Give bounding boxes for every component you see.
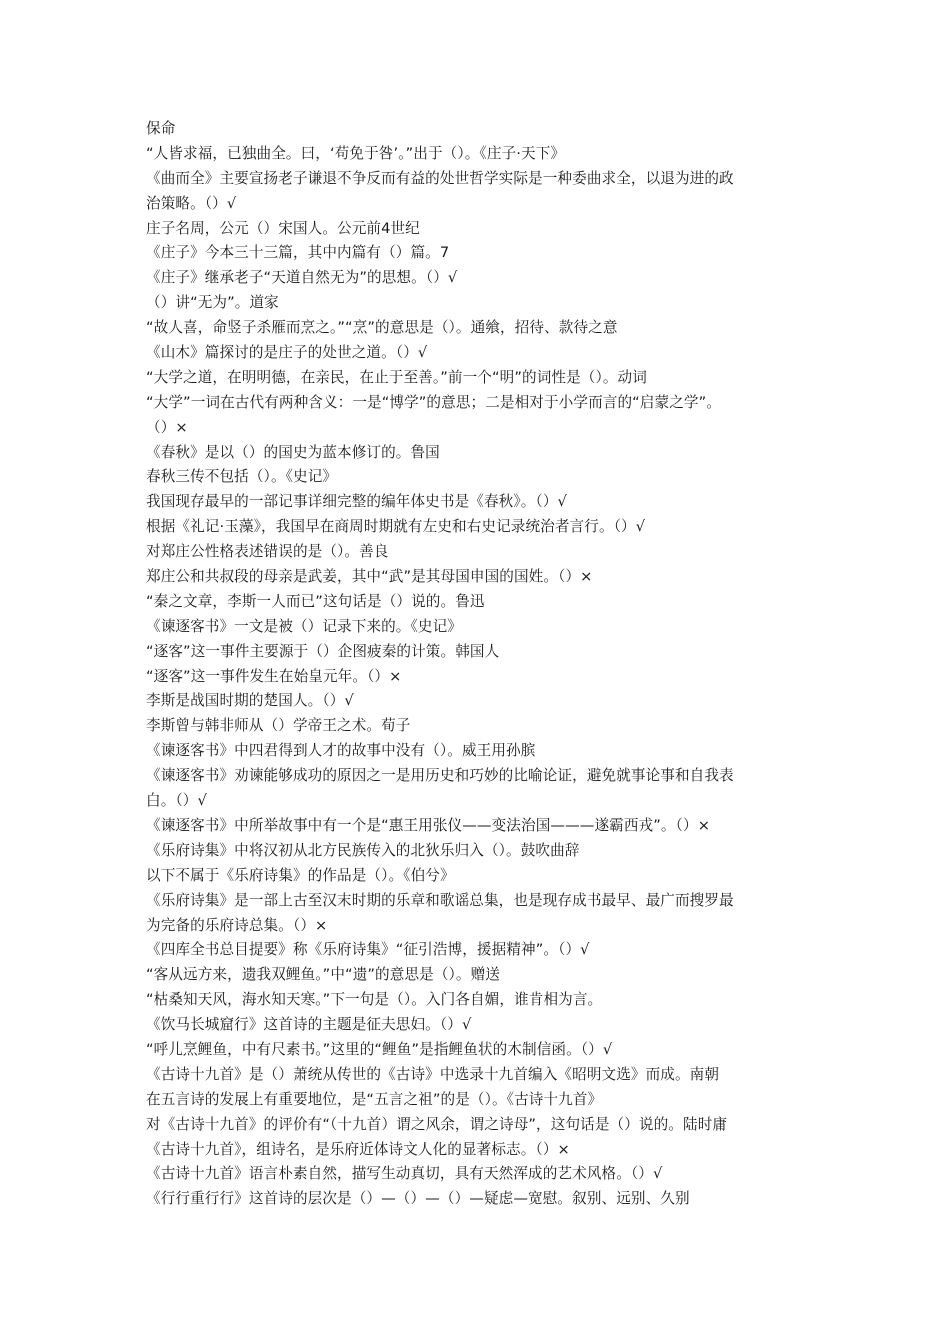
text-line: “秦之文章，李斯一人而已”这句话是（）说的。鲁迅: [146, 592, 485, 610]
text-line: （）×: [146, 418, 188, 436]
text-line: 《曲而全》主要宣扬老子谦退不争反而有益的处世哲学实际是一种委曲求全，以退为进的政: [146, 169, 734, 187]
text-line: 我国现存最早的一部记事详细完整的编年体史书是《春秋》。（）√: [146, 493, 567, 511]
text-line: 李斯是战国时期的楚国人。（）√: [146, 692, 354, 710]
text-line: “逐客”这一事件发生在始皇元年。（）×: [146, 667, 402, 685]
text-line: 《古诗十九首》，组诗名，是乐府近体诗文人化的显著标志。（）×: [146, 1140, 570, 1158]
text-line: 《古诗十九首》语言朴素自然，描写生动真切，具有天然浑成的艺术风格。（）√: [146, 1165, 663, 1183]
text-line: 以下不属于《乐府诗集》的作品是（）。《伯兮》: [146, 866, 455, 884]
text-line: 郑庄公和共叔段的母亲是武姜，其中“武”是其母国申国的国姓。（）×: [146, 568, 593, 586]
text-line: “客从远方来，遗我双鲤鱼。”中“遗”的意思是（）。赠送: [146, 966, 501, 984]
text-line: 对《古诗十九首》的评价有“（十九首）谓之风余，谓之诗母”，这句话是（）说的。陆时庸: [146, 1115, 728, 1133]
text-line: 《谏逐客书》一文是被（）记录下来的。《史记》: [146, 617, 462, 635]
text-line: “呼儿烹鲤鱼，中有尺素书。”这里的“鲤鱼”是指鲤鱼状的木制信函。（）√: [146, 1040, 613, 1058]
text-line: “故人喜，命竖子杀雁而烹之。”“烹”的意思是（）。通飨，招待、款待之意: [146, 319, 618, 337]
text-line: 白。（）√: [146, 792, 207, 810]
text-line: 庄子名周，公元（）宋国人。公元前4世纪: [146, 219, 420, 237]
text-line: 《春秋》是以（）的国史为蓝本修订的。鲁国: [146, 443, 440, 461]
text-line: 《庄子》今本三十三篇，其中内篇有（）篇。7: [146, 244, 450, 262]
text-line: 《饮马长城窟行》这首诗的主题是征夫思妇。（）√: [146, 1016, 472, 1034]
text-line: 根据《礼记·玉藻》，我国早在商周时期就有左史和右史记录统治者言行。（）√: [146, 518, 646, 536]
text-line: 为完备的乐府诗总集。（）×: [146, 916, 328, 934]
text-line: 《乐府诗集》中将汉初从北方民族传入的北狄乐归入（）。鼓吹曲辞: [146, 841, 580, 859]
text-line: 春秋三传不包括（）。《史记》: [146, 468, 338, 486]
text-line: 《谏逐客书》中所举故事中有一个是“惠王用张仪——变法治国———遂霸西戎”。（）×: [146, 816, 711, 834]
text-line: 《四库全书总目提要》称《乐府诗集》“征引浩博，援据精神”。（）√: [146, 941, 590, 959]
text-line: 对郑庄公性格表述错误的是（）。善良: [146, 543, 389, 561]
text-line: “枯桑知天风，海水知天寒。”下一句是（）。入门各自媚，谁肯相为言。: [146, 991, 603, 1009]
text-line: 保命: [146, 120, 176, 137]
text-line: 《谏逐客书》劝谏能够成功的原因之一是用历史和巧妙的比喻论证，避免就事论事和自我表: [146, 767, 734, 785]
document-body: [146, 117, 812, 1212]
text-line: 《庄子》继承老子“天道自然无为”的思想。（）√: [146, 269, 458, 287]
text-line: 在五言诗的发展上有重要地位，是“五言之祖”的是（）。《古诗十九首》: [146, 1090, 603, 1108]
text-line: 《谏逐客书》中四君得到人才的故事中没有（）。威王用孙膑: [146, 742, 536, 760]
text-line: 《古诗十九首》是（）萧统从传世的《古诗》中选录十九首编入《昭明文选》而成。南朝: [146, 1065, 720, 1083]
text-line: 《行行重行行》这首诗的层次是（）—（）—（）—疑虑—宽慰。叙别、远别、久别: [146, 1190, 690, 1208]
text-line: 李斯曾与韩非师从（）学帝王之术。荀子: [146, 717, 411, 735]
text-line: “逐客”这一事件主要源于（）企图疲秦的计策。韩国人: [146, 642, 500, 660]
text-line: （）讲“无为”。道家: [146, 294, 279, 312]
text-line: 《乐府诗集》是一部上古至汉末时期的乐章和歌谣总集，也是现存成书最早、最广而搜罗最: [146, 891, 734, 909]
text-line: “大学之道，在明明德，在亲民，在止于至善。”前一个“明”的词性是（）。动词: [146, 368, 647, 386]
text-line: “大学”一词在古代有两种含义：一是“博学”的意思；二是相对于小学而言的“启蒙之学”。: [146, 393, 721, 411]
text-line: 治策略。（）√: [146, 194, 237, 212]
text-line: 《山木》篇探讨的是庄子的处世之道。（）√: [146, 344, 428, 362]
text-line: “人皆求福，已独曲全。曰，‘苟免于咎’。”出于（）。《庄子·天下》: [146, 144, 566, 162]
